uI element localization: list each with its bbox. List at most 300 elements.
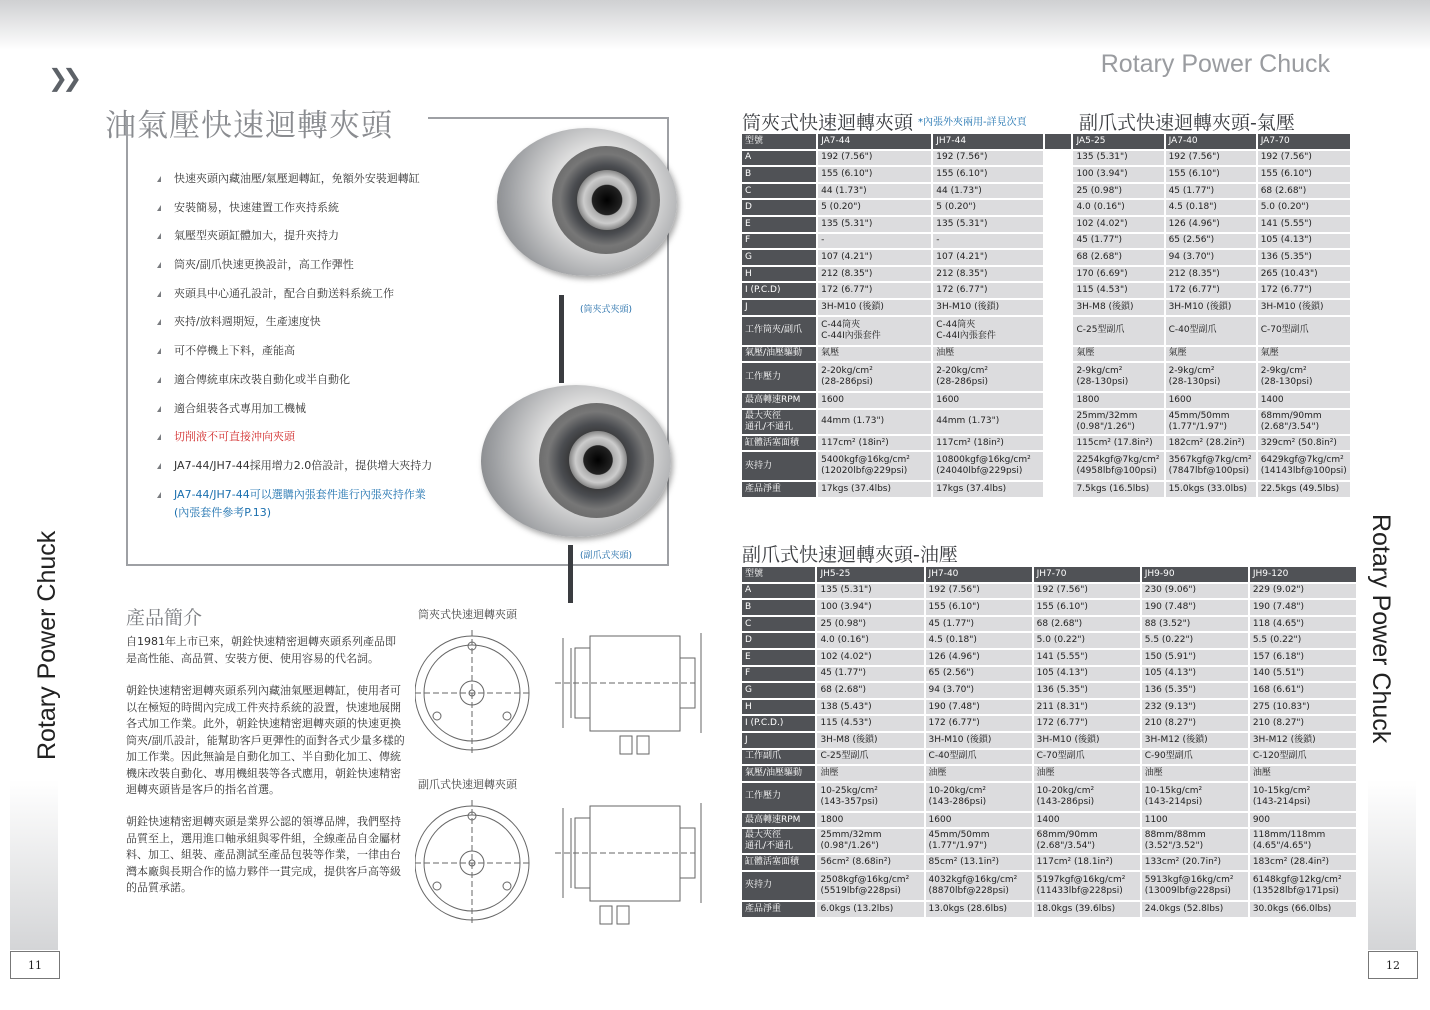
spacer-cell: [1045, 134, 1071, 149]
value-cell: 10-25kg/cm² (143-357psi): [817, 783, 923, 811]
value-cell: 190 (7.48"): [1250, 600, 1356, 615]
value-cell: C-44筒夾 C-44I內張套件: [933, 317, 1043, 345]
table-row: [742, 872, 1356, 900]
value-cell: 192 (7.56"): [933, 151, 1043, 166]
value-cell: C-25型副爪: [1073, 317, 1163, 345]
value-cell: 118 (4.65"): [1250, 617, 1356, 632]
value-cell: 25mm/32mm (0.98"/1.26"): [1073, 410, 1163, 434]
value-cell: 65 (2.56"): [1166, 234, 1256, 249]
row-label: 最大夾徑 通孔/不通孔: [742, 410, 816, 434]
value-cell: 168 (6.61"): [1250, 683, 1356, 698]
value-cell: 5.0 (0.22"): [1034, 633, 1140, 648]
caption-collet: (筒夾式夾頭): [580, 305, 633, 315]
value-cell: 44mm (1.73"): [933, 410, 1043, 434]
value-cell: 135 (5.31"): [817, 584, 923, 599]
value-cell: 65 (2.56"): [926, 667, 1032, 682]
header-cell: JA5-25: [1073, 134, 1163, 149]
value-cell: 油壓: [926, 766, 1032, 781]
spec-table-hydraulic: [740, 565, 1358, 919]
value-cell: 115cm² (17.8in²): [1073, 436, 1163, 451]
intro-paragraph: 朝銓快速精密迴轉夾頭是業界公認的領導品牌，我們堅持品質至上，選用進口軸承組與零件組，全線產品自金屬材料、加工、組裝、產品測試至產品包裝等作業，一律由台灣本廠與長期合作的協力夥伴一貫完成，提供客戶高等級的品質承諾。: [126, 815, 401, 894]
value-cell: 油壓: [1034, 766, 1140, 781]
value-cell: 126 (4.96"): [1166, 217, 1256, 232]
value-cell: 18.0kgs (39.6lbs): [1034, 902, 1140, 917]
value-cell: 126 (4.96"): [926, 650, 1032, 665]
value-cell: 45mm/50mm (1.77"/1.97"): [926, 829, 1032, 853]
value-cell: 155 (6.10"): [933, 167, 1043, 182]
value-cell: 5.0 (0.20"): [1258, 200, 1350, 215]
draw-tube: [568, 545, 573, 603]
spacer-cell: [1045, 410, 1071, 434]
value-cell: C-44筒夾 C-44I內張套件: [818, 317, 931, 345]
value-cell: 107 (4.21"): [818, 250, 931, 265]
row-label: A: [742, 151, 816, 166]
value-cell: 2-9kg/cm² (28-130psi): [1258, 363, 1350, 391]
row-label: 夾持力: [742, 452, 816, 480]
table-row: [742, 167, 1350, 182]
row-label: 缸體活塞面積: [742, 855, 815, 870]
value-cell: 117cm² (18.1in²): [1034, 855, 1140, 870]
value-cell: 136 (5.35"): [1258, 250, 1350, 265]
intro-title: 產品簡介: [126, 607, 203, 629]
table-row: [742, 600, 1356, 615]
value-cell: 4.5 (0.18"): [926, 633, 1032, 648]
feature-list: [157, 170, 487, 526]
table-row: [742, 700, 1356, 715]
value-cell: 2-9kg/cm² (28-130psi): [1166, 363, 1256, 391]
value-cell: 192 (7.56"): [818, 151, 931, 166]
row-label: B: [742, 600, 815, 615]
value-cell: 3H-M10 (後鎖): [1034, 733, 1140, 748]
value-cell: 94 (3.70"): [926, 683, 1032, 698]
value-cell: 210 (8.27"): [1250, 716, 1356, 731]
value-cell: 88 (3.52"): [1142, 617, 1248, 632]
value-cell: 5 (0.20"): [933, 200, 1043, 215]
spacer-cell: [1045, 452, 1071, 480]
value-cell: 10-20kg/cm² (143-286psi): [1034, 783, 1140, 811]
value-cell: 141 (5.55"): [1034, 650, 1140, 665]
value-cell: 135 (5.31"): [1073, 151, 1163, 166]
header-cell: JA7-70: [1258, 134, 1350, 149]
row-label: I (P.C.D): [742, 283, 816, 298]
value-cell: 22.5kgs (49.5lbs): [1258, 482, 1350, 497]
value-cell: 117cm² (18in²): [818, 436, 931, 451]
value-cell: 136 (5.35"): [1034, 683, 1140, 698]
caption-jaw: (副爪式夾頭): [580, 551, 633, 561]
value-cell: 44 (1.73"): [818, 184, 931, 199]
value-cell: 68 (2.68"): [1034, 617, 1140, 632]
value-cell: 1600: [818, 393, 931, 408]
row-label: F: [742, 667, 815, 682]
value-cell: 44mm (1.73"): [818, 410, 931, 434]
value-cell: 5.5 (0.22"): [1250, 633, 1356, 648]
page-number-right: 12: [1368, 951, 1418, 979]
spacer-cell: [1045, 347, 1071, 362]
table-row: [742, 584, 1356, 599]
table-row: [742, 482, 1350, 497]
row-label: 工作壓力: [742, 783, 815, 811]
table-row: [742, 234, 1350, 249]
spacer-cell: [1045, 184, 1071, 199]
spacer-cell: [1045, 482, 1071, 497]
feature-item: 氣壓型夾頭缸體加大，提升夾持力: [157, 227, 487, 256]
value-cell: 105 (4.13"): [1142, 667, 1248, 682]
table-row: [742, 393, 1350, 408]
value-cell: 155 (6.10"): [1034, 600, 1140, 615]
header-cell: JA7-44: [818, 134, 931, 149]
table-row: [742, 829, 1356, 853]
feature-item: JA7-44/JH7-44採用增力2.0倍設計，提供增大夾持力: [157, 457, 487, 486]
header-cell: 型號: [742, 567, 815, 582]
value-cell: 1600: [933, 393, 1043, 408]
table-row: [742, 617, 1356, 632]
row-label: 產品淨重: [742, 482, 816, 497]
value-cell: 118mm/118mm (4.65"/4.65"): [1250, 829, 1356, 853]
value-cell: 油壓: [817, 766, 923, 781]
value-cell: 10-15kg/cm² (143-214psi): [1250, 783, 1356, 811]
value-cell: 1100: [1142, 813, 1248, 828]
value-cell: 172 (6.77"): [1034, 716, 1140, 731]
value-cell: 4.5 (0.18"): [1166, 200, 1256, 215]
table-row: [742, 217, 1350, 232]
row-label: 工作副爪: [742, 750, 815, 765]
row-label: E: [742, 650, 815, 665]
row-label: H: [742, 267, 816, 282]
value-cell: 1800: [817, 813, 923, 828]
left-side-strip: [10, 780, 58, 950]
feature-item-option: JA7-44/JH7-44可以選購內張套件進行內張夾持作業 (內張套件參考P.13): [157, 486, 487, 526]
table-row: [742, 902, 1356, 917]
value-cell: 3H-M8 (後鎖): [1073, 300, 1163, 315]
value-cell: 183cm² (28.4in²): [1250, 855, 1356, 870]
value-cell: 265 (10.43"): [1258, 267, 1350, 282]
value-cell: 190 (7.48"): [926, 700, 1032, 715]
value-cell: 30.0kgs (66.0lbs): [1250, 902, 1356, 917]
jaw-chuck-drawing: [415, 788, 715, 938]
value-cell: 氣壓: [818, 347, 931, 362]
value-cell: 68 (2.68"): [817, 683, 923, 698]
spacer-cell: [1045, 363, 1071, 391]
intro-paragraph: 自1981年上市已來，朝銓快速精密迴轉夾頭系列產品即是高性能、高品質、安裝方便、使用容易的代名詞。: [126, 635, 396, 665]
value-cell: 212 (8.35"): [818, 267, 931, 282]
table3-title: 副爪式快速迴轉夾頭-油壓: [742, 544, 958, 566]
value-cell: C-70型副爪: [1258, 317, 1350, 345]
feature-item: 夾持/放料週期短，生產速度快: [157, 313, 487, 342]
table-row: [742, 855, 1356, 870]
value-cell: 5400kgf@16kg/cm² (12020lbf@229psi): [818, 452, 931, 480]
top-gradient-bar: [0, 0, 1430, 50]
value-cell: 68 (2.68"): [1073, 250, 1163, 265]
value-cell: 135 (5.31"): [818, 217, 931, 232]
table-row: [742, 716, 1356, 731]
row-label: F: [742, 234, 816, 249]
header-cell: JH7-40: [926, 567, 1032, 582]
table-row: [742, 750, 1356, 765]
value-cell: 5913kgf@16kg/cm² (13009lbf@228psi): [1142, 872, 1248, 900]
row-label: H: [742, 700, 815, 715]
value-cell: 212 (8.35"): [1166, 267, 1256, 282]
collet-chuck-drawing: [415, 618, 715, 768]
value-cell: 172 (6.77"): [933, 283, 1043, 298]
value-cell: 10-20kg/cm² (143-286psi): [926, 783, 1032, 811]
value-cell: 3H-M10 (後鎖): [926, 733, 1032, 748]
value-cell: 135 (5.31"): [933, 217, 1043, 232]
spacer-cell: [1045, 267, 1071, 282]
table-row: [742, 347, 1350, 362]
value-cell: 105 (4.13"): [1258, 234, 1350, 249]
value-cell: 6148kgf@12kg/cm² (13528lbf@171psi): [1250, 872, 1356, 900]
value-cell: 氣壓: [1073, 347, 1163, 362]
row-label: 最高轉速RPM: [742, 393, 816, 408]
row-label: E: [742, 217, 816, 232]
value-cell: 10800kgf@16kg/cm² (24040lbf@229psi): [933, 452, 1043, 480]
value-cell: 2-9kg/cm² (28-130psi): [1073, 363, 1163, 391]
value-cell: 5.5 (0.22"): [1142, 633, 1248, 648]
value-cell: 172 (6.77"): [926, 716, 1032, 731]
table-row: [742, 667, 1356, 682]
value-cell: 1400: [1034, 813, 1140, 828]
spacer-cell: [1045, 283, 1071, 298]
table-row: [742, 410, 1350, 434]
row-label: 最大夾徑 通孔/不通孔: [742, 829, 815, 853]
table-row: [742, 151, 1350, 166]
header-cell: JH9-90: [1142, 567, 1248, 582]
spacer-cell: [1045, 393, 1071, 408]
value-cell: 232 (9.13"): [1142, 700, 1248, 715]
value-cell: 3H-M10 (後鎖): [1258, 300, 1350, 315]
row-label: B: [742, 167, 816, 182]
row-label: J: [742, 733, 815, 748]
value-cell: 1600: [926, 813, 1032, 828]
drawing-title: 筒夾式快速迴轉夾頭: [418, 608, 517, 621]
row-label: 最高轉速RPM: [742, 813, 815, 828]
value-cell: 170 (6.69"): [1073, 267, 1163, 282]
table-row: [742, 363, 1350, 391]
header-cell: 型號: [742, 134, 816, 149]
value-cell: 2-20kg/cm² (28-286psi): [818, 363, 931, 391]
row-label: C: [742, 617, 815, 632]
value-cell: 68 (2.68"): [1258, 184, 1350, 199]
value-cell: 172 (6.77"): [1258, 283, 1350, 298]
feature-item: 適合組裝各式專用加工機械: [157, 400, 487, 429]
value-cell: 4032kgf@16kg/cm² (8870lbf@228psi): [926, 872, 1032, 900]
value-cell: 140 (5.51"): [1250, 667, 1356, 682]
value-cell: 13.0kgs (28.6lbs): [926, 902, 1032, 917]
value-cell: 3H-M12 (後鎖): [1142, 733, 1248, 748]
value-cell: 133cm² (20.7in²): [1142, 855, 1248, 870]
draw-tube: [559, 295, 564, 383]
value-cell: 17kgs (37.4lbs): [818, 482, 931, 497]
value-cell: 油壓: [933, 347, 1043, 362]
value-cell: 3H-M8 (後鎖): [817, 733, 923, 748]
feature-item: 筒夾/副爪快速更換設計，高工作彈性: [157, 256, 487, 285]
value-cell: 100 (3.94"): [1073, 167, 1163, 182]
table-row: [742, 733, 1356, 748]
table-row: [742, 250, 1350, 265]
header-cell: JA7-40: [1166, 134, 1256, 149]
value-cell: C-40型副爪: [1166, 317, 1256, 345]
row-label: 工作筒夾/副爪: [742, 317, 816, 345]
drawing-title: 副爪式快速迴轉夾頭: [418, 778, 517, 791]
value-cell: 44 (1.73"): [933, 184, 1043, 199]
value-cell: 3567kgf@7kg/cm² (7847lbf@100psi): [1166, 452, 1256, 480]
row-label: 夾持力: [742, 872, 815, 900]
value-cell: 1400: [1258, 393, 1350, 408]
row-label: D: [742, 200, 816, 215]
value-cell: 2508kgf@16kg/cm² (5519lbf@228psi): [817, 872, 923, 900]
value-cell: 3H-M12 (後鎖): [1250, 733, 1356, 748]
value-cell: 45 (1.77"): [1073, 234, 1163, 249]
table-row: [742, 200, 1350, 215]
value-cell: 115 (4.53"): [1073, 283, 1163, 298]
value-cell: C-90型副爪: [1142, 750, 1248, 765]
row-label: C: [742, 184, 816, 199]
value-cell: 45 (1.77"): [817, 667, 923, 682]
value-cell: 105 (4.13"): [1034, 667, 1140, 682]
value-cell: 6429kgf@7kg/cm² (14143lbf@100psi): [1258, 452, 1350, 480]
table-row: [742, 766, 1356, 781]
feature-item-warning: 切削液不可直接沖向夾頭: [157, 428, 487, 457]
value-cell: 211 (8.31"): [1034, 700, 1140, 715]
value-cell: 24.0kgs (52.8lbs): [1142, 902, 1248, 917]
value-cell: 229 (9.02"): [1250, 584, 1356, 599]
value-cell: 172 (6.77"): [1166, 283, 1256, 298]
table-row: [742, 267, 1350, 282]
table2-title: 副爪式快速迴轉夾頭-氣壓: [1079, 112, 1295, 134]
value-cell: 117cm² (18in²): [933, 436, 1043, 451]
row-label: 產品淨重: [742, 902, 815, 917]
header-cell: JH5-25: [817, 567, 923, 582]
value-cell: 155 (6.10"): [1258, 167, 1350, 182]
row-label: 氣壓/油壓驅動: [742, 766, 815, 781]
table-row: [742, 633, 1356, 648]
value-cell: 25 (0.98"): [817, 617, 923, 632]
spacer-cell: [1045, 250, 1071, 265]
value-cell: C-120型副爪: [1250, 750, 1356, 765]
value-cell: 100 (3.94"): [817, 600, 923, 615]
side-title-left: Rotary Power Chuck: [33, 530, 61, 760]
page-title: 油氣壓快速迴轉夾頭: [105, 108, 393, 144]
table-row: [742, 184, 1350, 199]
side-title-right: Rotary Power Chuck: [1367, 514, 1395, 744]
collet-chuck-photo: [497, 128, 677, 276]
double-chevron-icon: ❯❯: [48, 64, 77, 92]
value-cell: 141 (5.55"): [1258, 217, 1350, 232]
table-row: [742, 813, 1356, 828]
table-row: [742, 650, 1356, 665]
value-cell: 182cm² (28.2in²): [1166, 436, 1256, 451]
spacer-cell: [1045, 300, 1071, 315]
value-cell: 88mm/88mm (3.52"/3.52"): [1142, 829, 1248, 853]
value-cell: 94 (3.70"): [1166, 250, 1256, 265]
row-label: J: [742, 300, 816, 315]
row-label: 工作壓力: [742, 363, 816, 391]
value-cell: 192 (7.56"): [926, 584, 1032, 599]
value-cell: 68mm/90mm (2.68"/3.54"): [1258, 410, 1350, 434]
value-cell: 138 (5.43"): [817, 700, 923, 715]
row-label: I (P.C.D.): [742, 716, 815, 731]
value-cell: 102 (4.02"): [1073, 217, 1163, 232]
table-row: [742, 783, 1356, 811]
value-cell: 5 (0.20"): [818, 200, 931, 215]
value-cell: 6.0kgs (13.2lbs): [817, 902, 923, 917]
value-cell: 230 (9.06"): [1142, 584, 1248, 599]
value-cell: 油壓: [1142, 766, 1248, 781]
table-row: [742, 452, 1350, 480]
row-label: 缸體活塞面積: [742, 436, 816, 451]
header-cell: JH7-70: [1034, 567, 1140, 582]
value-cell: 115 (4.53"): [817, 716, 923, 731]
value-cell: 氣壓: [1258, 347, 1350, 362]
table-row: [742, 300, 1350, 315]
value-cell: 45mm/50mm (1.77"/1.97"): [1166, 410, 1256, 434]
value-cell: 155 (6.10"): [818, 167, 931, 182]
value-cell: 275 (10.83"): [1250, 700, 1356, 715]
value-cell: 155 (6.10"): [1166, 167, 1256, 182]
spacer-cell: [1045, 436, 1071, 451]
value-cell: 3H-M10 (後鎖): [933, 300, 1043, 315]
row-label: A: [742, 584, 815, 599]
value-cell: 1600: [1166, 393, 1256, 408]
row-label: G: [742, 683, 815, 698]
value-cell: 157 (6.18"): [1250, 650, 1356, 665]
feature-item: 快速夾頭內藏油壓/氣壓迴轉缸，免額外安裝迴轉缸: [157, 170, 487, 199]
value-cell: 45 (1.77"): [926, 617, 1032, 632]
spacer-cell: [1045, 167, 1071, 182]
intro-paragraph: 朝銓快速精密迴轉夾頭系列內藏油氣壓迴轉缸，使用者可以在極短的時間內完成工件夾持系統的設置，快速地展開各式加工作業。此外，朝銓快速精密迴轉夾頭的快速更換筒夾/副爪設計，能幫助客戶更彈性的面對各式少量多樣的加工作業。因此無論是自動化加工、半自動化加工、傳統機床改裝自動化、專用機組裝等各式應用，朝銓快速精密迴轉夾頭皆是客戶的指名首選。: [126, 684, 405, 796]
row-label: G: [742, 250, 816, 265]
feature-item: 安裝簡易，快速建置工作夾持系統: [157, 199, 487, 228]
spacer-cell: [1045, 217, 1071, 232]
page-number-left: 11: [10, 951, 60, 979]
value-cell: C-25型副爪: [817, 750, 923, 765]
value-cell: 136 (5.35"): [1142, 683, 1248, 698]
table1-note: *內張外夾兩用-詳見次頁: [918, 117, 1027, 128]
jaw-chuck-photo: [481, 385, 671, 537]
value-cell: 192 (7.56"): [1258, 151, 1350, 166]
value-cell: 25 (0.98"): [1073, 184, 1163, 199]
feature-item: 適合傳統車床改裝自動化或半自動化: [157, 371, 487, 400]
feature-item: 夾頭具中心通孔設計，配合自動送料系統工作: [157, 285, 487, 314]
value-cell: 3H-M10 (後鎖): [1166, 300, 1256, 315]
value-cell: 68mm/90mm (2.68"/3.54"): [1034, 829, 1140, 853]
table-row: [742, 683, 1356, 698]
right-side-strip: [1368, 780, 1416, 950]
feature-item: 可不停機上下料，產能高: [157, 342, 487, 371]
value-cell: 1800: [1073, 393, 1163, 408]
value-cell: 192 (7.56"): [1166, 151, 1256, 166]
value-cell: 85cm² (13.1in²): [926, 855, 1032, 870]
value-cell: 210 (8.27"): [1142, 716, 1248, 731]
value-cell: -: [933, 234, 1043, 249]
value-cell: 25mm/32mm (0.98"/1.26"): [817, 829, 923, 853]
value-cell: 4.0 (0.16"): [1073, 200, 1163, 215]
header-cell: JH7-44: [933, 134, 1043, 149]
value-cell: 45 (1.77"): [1166, 184, 1256, 199]
value-cell: 油壓: [1250, 766, 1356, 781]
value-cell: -: [818, 234, 931, 249]
value-cell: 17kgs (37.4lbs): [933, 482, 1043, 497]
spacer-cell: [1045, 200, 1071, 215]
spacer-cell: [1045, 151, 1071, 166]
row-label: 氣壓/油壓驅動: [742, 347, 816, 362]
value-cell: 7.5kgs (16.5lbs): [1073, 482, 1163, 497]
table1-title: 筒夾式快速迴轉夾頭: [742, 112, 914, 134]
value-cell: 2-20kg/cm² (28-286psi): [933, 363, 1043, 391]
header-title: Rotary Power Chuck: [1100, 50, 1330, 78]
table-row: [742, 317, 1350, 345]
value-cell: 102 (4.02"): [817, 650, 923, 665]
